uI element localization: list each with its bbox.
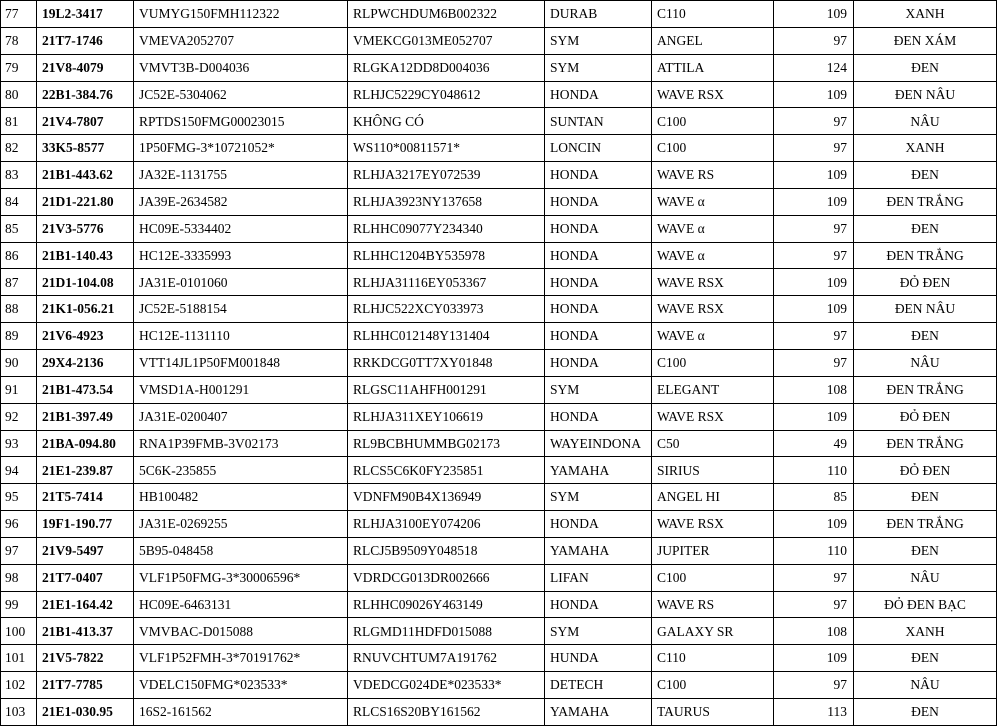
engine-capacity-cell: 109 bbox=[774, 296, 854, 323]
engine-number-cell: VMVBAC-D015088 bbox=[134, 618, 348, 645]
color-cell: XANH bbox=[854, 1, 997, 28]
frame-number-cell: RLGKA12DD8D004036 bbox=[348, 54, 545, 81]
frame-number-cell: VDEDCG024DE*023533* bbox=[348, 672, 545, 699]
frame-number-cell: WS110*00811571* bbox=[348, 135, 545, 162]
engine-number-cell: 5B95-048458 bbox=[134, 537, 348, 564]
model-cell: WAVE α bbox=[652, 242, 774, 269]
frame-number-cell: RLHJC5229CY048612 bbox=[348, 81, 545, 108]
engine-number-cell: JA32E-1131755 bbox=[134, 162, 348, 189]
brand-cell: WAYEINDONA bbox=[545, 430, 652, 457]
engine-capacity-cell: 109 bbox=[774, 511, 854, 538]
row-number-cell: 92 bbox=[1, 403, 37, 430]
brand-cell: DURAB bbox=[545, 1, 652, 28]
model-cell: WAVE RSX bbox=[652, 81, 774, 108]
model-cell: WAVE α bbox=[652, 323, 774, 350]
table-row bbox=[1, 215, 997, 242]
plate-number-cell: 21V6-4923 bbox=[37, 323, 134, 350]
frame-number-cell: RLCS5C6K0FY235851 bbox=[348, 457, 545, 484]
engine-capacity-cell: 109 bbox=[774, 162, 854, 189]
color-cell: NÂU bbox=[854, 564, 997, 591]
brand-cell: SYM bbox=[545, 618, 652, 645]
model-cell: C100 bbox=[652, 564, 774, 591]
model-cell: ELEGANT bbox=[652, 376, 774, 403]
color-cell: ĐEN TRẮNG bbox=[854, 430, 997, 457]
engine-number-cell: HC12E-1131110 bbox=[134, 323, 348, 350]
plate-number-cell: 21B1-413.37 bbox=[37, 618, 134, 645]
frame-number-cell: RLGSC11AHFH001291 bbox=[348, 376, 545, 403]
engine-capacity-cell: 109 bbox=[774, 269, 854, 296]
plate-number-cell: 21T5-7414 bbox=[37, 484, 134, 511]
engine-capacity-cell: 108 bbox=[774, 376, 854, 403]
engine-number-cell: HC09E-5334402 bbox=[134, 215, 348, 242]
brand-cell: HONDA bbox=[545, 296, 652, 323]
row-number-cell: 86 bbox=[1, 242, 37, 269]
engine-capacity-cell: 97 bbox=[774, 215, 854, 242]
engine-capacity-cell: 109 bbox=[774, 81, 854, 108]
table-row bbox=[1, 54, 997, 81]
engine-number-cell: VMSD1A-H001291 bbox=[134, 376, 348, 403]
color-cell: XANH bbox=[854, 135, 997, 162]
engine-capacity-cell: 97 bbox=[774, 135, 854, 162]
plate-number-cell: 21D1-221.80 bbox=[37, 188, 134, 215]
model-cell: ATTILA bbox=[652, 54, 774, 81]
engine-number-cell: 1P50FMG-3*10721052* bbox=[134, 135, 348, 162]
brand-cell: YAMAHA bbox=[545, 537, 652, 564]
row-number-cell: 79 bbox=[1, 54, 37, 81]
plate-number-cell: 29X4-2136 bbox=[37, 349, 134, 376]
model-cell: GALAXY SR bbox=[652, 618, 774, 645]
frame-number-cell: RLHJC522XCY033973 bbox=[348, 296, 545, 323]
table-row bbox=[1, 672, 997, 699]
brand-cell: HONDA bbox=[545, 511, 652, 538]
engine-capacity-cell: 97 bbox=[774, 591, 854, 618]
table-row bbox=[1, 269, 997, 296]
row-number-cell: 88 bbox=[1, 296, 37, 323]
plate-number-cell: 21E1-239.87 bbox=[37, 457, 134, 484]
color-cell: ĐỎ ĐEN BẠC bbox=[854, 591, 997, 618]
plate-number-cell: 21T7-7785 bbox=[37, 672, 134, 699]
engine-capacity-cell: 97 bbox=[774, 27, 854, 54]
model-cell: C100 bbox=[652, 349, 774, 376]
engine-number-cell: VMEVA2052707 bbox=[134, 27, 348, 54]
engine-number-cell: 16S2-161562 bbox=[134, 698, 348, 725]
plate-number-cell: 21K1-056.21 bbox=[37, 296, 134, 323]
frame-number-cell: RLHJA31116EY053367 bbox=[348, 269, 545, 296]
row-number-cell: 101 bbox=[1, 645, 37, 672]
brand-cell: HONDA bbox=[545, 188, 652, 215]
engine-capacity-cell: 97 bbox=[774, 564, 854, 591]
color-cell: ĐỎ ĐEN bbox=[854, 269, 997, 296]
plate-number-cell: 21D1-104.08 bbox=[37, 269, 134, 296]
color-cell: NÂU bbox=[854, 349, 997, 376]
engine-capacity-cell: 97 bbox=[774, 349, 854, 376]
vehicle-table-body bbox=[1, 1, 997, 726]
frame-number-cell: RLHJA3100EY074206 bbox=[348, 511, 545, 538]
engine-capacity-cell: 49 bbox=[774, 430, 854, 457]
plate-number-cell: 33K5-8577 bbox=[37, 135, 134, 162]
model-cell: WAVE α bbox=[652, 188, 774, 215]
table-row bbox=[1, 81, 997, 108]
row-number-cell: 91 bbox=[1, 376, 37, 403]
engine-number-cell: JC52E-5188154 bbox=[134, 296, 348, 323]
frame-number-cell: RLHJA3217EY072539 bbox=[348, 162, 545, 189]
plate-number-cell: 21V9-5497 bbox=[37, 537, 134, 564]
brand-cell: YAMAHA bbox=[545, 457, 652, 484]
engine-capacity-cell: 97 bbox=[774, 672, 854, 699]
plate-number-cell: 21E1-164.42 bbox=[37, 591, 134, 618]
brand-cell: LIFAN bbox=[545, 564, 652, 591]
brand-cell: HONDA bbox=[545, 269, 652, 296]
brand-cell: HONDA bbox=[545, 242, 652, 269]
engine-number-cell: JC52E-5304062 bbox=[134, 81, 348, 108]
table-row bbox=[1, 537, 997, 564]
model-cell: WAVE α bbox=[652, 215, 774, 242]
color-cell: ĐEN TRẮNG bbox=[854, 511, 997, 538]
color-cell: ĐEN bbox=[854, 54, 997, 81]
engine-capacity-cell: 97 bbox=[774, 108, 854, 135]
model-cell: ANGEL HI bbox=[652, 484, 774, 511]
engine-capacity-cell: 108 bbox=[774, 618, 854, 645]
brand-cell: HONDA bbox=[545, 81, 652, 108]
table-row bbox=[1, 511, 997, 538]
color-cell: ĐỎ ĐEN bbox=[854, 457, 997, 484]
frame-number-cell: VMEKCG013ME052707 bbox=[348, 27, 545, 54]
color-cell: ĐEN bbox=[854, 162, 997, 189]
frame-number-cell: RLCS16S20BY161562 bbox=[348, 698, 545, 725]
engine-number-cell: VTT14JL1P50FM001848 bbox=[134, 349, 348, 376]
frame-number-cell: KHÔNG CÓ bbox=[348, 108, 545, 135]
model-cell: C50 bbox=[652, 430, 774, 457]
engine-capacity-cell: 110 bbox=[774, 457, 854, 484]
brand-cell: SYM bbox=[545, 376, 652, 403]
engine-capacity-cell: 113 bbox=[774, 698, 854, 725]
color-cell: ĐEN bbox=[854, 484, 997, 511]
model-cell: SIRIUS bbox=[652, 457, 774, 484]
frame-number-cell: RRKDCG0TT7XY01848 bbox=[348, 349, 545, 376]
plate-number-cell: 21B1-397.49 bbox=[37, 403, 134, 430]
row-number-cell: 81 bbox=[1, 108, 37, 135]
brand-cell: HONDA bbox=[545, 215, 652, 242]
frame-number-cell: VDNFM90B4X136949 bbox=[348, 484, 545, 511]
color-cell: ĐEN bbox=[854, 645, 997, 672]
frame-number-cell: RLPWCHDUM6B002322 bbox=[348, 1, 545, 28]
table-row bbox=[1, 457, 997, 484]
plate-number-cell: 21BA-094.80 bbox=[37, 430, 134, 457]
table-row bbox=[1, 27, 997, 54]
frame-number-cell: RLGMD11HDFD015088 bbox=[348, 618, 545, 645]
model-cell: C100 bbox=[652, 672, 774, 699]
row-number-cell: 77 bbox=[1, 1, 37, 28]
color-cell: ĐEN bbox=[854, 537, 997, 564]
brand-cell: HONDA bbox=[545, 403, 652, 430]
color-cell: ĐEN TRẮNG bbox=[854, 188, 997, 215]
table-row bbox=[1, 188, 997, 215]
engine-capacity-cell: 109 bbox=[774, 403, 854, 430]
row-number-cell: 102 bbox=[1, 672, 37, 699]
row-number-cell: 96 bbox=[1, 511, 37, 538]
engine-capacity-cell: 97 bbox=[774, 242, 854, 269]
engine-number-cell: RPTDS150FMG00023015 bbox=[134, 108, 348, 135]
table-row bbox=[1, 618, 997, 645]
table-row bbox=[1, 564, 997, 591]
engine-number-cell: JA31E-0101060 bbox=[134, 269, 348, 296]
engine-number-cell: VUMYG150FMH112322 bbox=[134, 1, 348, 28]
color-cell: ĐEN TRẮNG bbox=[854, 376, 997, 403]
model-cell: C110 bbox=[652, 645, 774, 672]
row-number-cell: 80 bbox=[1, 81, 37, 108]
engine-capacity-cell: 109 bbox=[774, 188, 854, 215]
model-cell: WAVE RSX bbox=[652, 269, 774, 296]
table-row bbox=[1, 242, 997, 269]
brand-cell: HONDA bbox=[545, 323, 652, 350]
row-number-cell: 94 bbox=[1, 457, 37, 484]
engine-capacity-cell: 109 bbox=[774, 1, 854, 28]
brand-cell: HONDA bbox=[545, 162, 652, 189]
table-row bbox=[1, 108, 997, 135]
engine-capacity-cell: 110 bbox=[774, 537, 854, 564]
row-number-cell: 82 bbox=[1, 135, 37, 162]
model-cell: WAVE RSX bbox=[652, 296, 774, 323]
plate-number-cell: 21E1-030.95 bbox=[37, 698, 134, 725]
brand-cell: HONDA bbox=[545, 349, 652, 376]
color-cell: ĐEN bbox=[854, 698, 997, 725]
color-cell: XANH bbox=[854, 618, 997, 645]
engine-number-cell: VLF1P50FMG-3*30006596* bbox=[134, 564, 348, 591]
plate-number-cell: 21V4-7807 bbox=[37, 108, 134, 135]
row-number-cell: 93 bbox=[1, 430, 37, 457]
frame-number-cell: RNUVCHTUM7A191762 bbox=[348, 645, 545, 672]
table-row bbox=[1, 349, 997, 376]
table-row bbox=[1, 162, 997, 189]
color-cell: ĐEN XÁM bbox=[854, 27, 997, 54]
frame-number-cell: VDRDCG013DR002666 bbox=[348, 564, 545, 591]
table-row bbox=[1, 323, 997, 350]
plate-number-cell: 19L2-3417 bbox=[37, 1, 134, 28]
row-number-cell: 98 bbox=[1, 564, 37, 591]
model-cell: ANGEL bbox=[652, 27, 774, 54]
plate-number-cell: 21B1-140.43 bbox=[37, 242, 134, 269]
engine-number-cell: JA31E-0269255 bbox=[134, 511, 348, 538]
row-number-cell: 78 bbox=[1, 27, 37, 54]
frame-number-cell: RLHHC09077Y234340 bbox=[348, 215, 545, 242]
row-number-cell: 84 bbox=[1, 188, 37, 215]
row-number-cell: 97 bbox=[1, 537, 37, 564]
engine-capacity-cell: 124 bbox=[774, 54, 854, 81]
color-cell: ĐEN bbox=[854, 323, 997, 350]
table-row bbox=[1, 135, 997, 162]
model-cell: TAURUS bbox=[652, 698, 774, 725]
plate-number-cell: 22B1-384.76 bbox=[37, 81, 134, 108]
frame-number-cell: RLHHC012148Y131404 bbox=[348, 323, 545, 350]
table-row bbox=[1, 645, 997, 672]
engine-number-cell: HC09E-6463131 bbox=[134, 591, 348, 618]
row-number-cell: 99 bbox=[1, 591, 37, 618]
row-number-cell: 95 bbox=[1, 484, 37, 511]
table-row bbox=[1, 403, 997, 430]
brand-cell: SYM bbox=[545, 484, 652, 511]
plate-number-cell: 21V3-5776 bbox=[37, 215, 134, 242]
row-number-cell: 85 bbox=[1, 215, 37, 242]
color-cell: NÂU bbox=[854, 108, 997, 135]
frame-number-cell: RL9BCBHUMMBG02173 bbox=[348, 430, 545, 457]
table-row bbox=[1, 430, 997, 457]
engine-number-cell: VMVT3B-D004036 bbox=[134, 54, 348, 81]
engine-capacity-cell: 109 bbox=[774, 645, 854, 672]
engine-number-cell: HB100482 bbox=[134, 484, 348, 511]
frame-number-cell: RLCJ5B9509Y048518 bbox=[348, 537, 545, 564]
brand-cell: SUNTAN bbox=[545, 108, 652, 135]
engine-number-cell: JA39E-2634582 bbox=[134, 188, 348, 215]
plate-number-cell: 21T7-0407 bbox=[37, 564, 134, 591]
engine-number-cell: RNA1P39FMB-3V02173 bbox=[134, 430, 348, 457]
brand-cell: HONDA bbox=[545, 591, 652, 618]
brand-cell: DETECH bbox=[545, 672, 652, 699]
engine-number-cell: VLF1P52FMH-3*70191762* bbox=[134, 645, 348, 672]
frame-number-cell: RLHHC1204BY535978 bbox=[348, 242, 545, 269]
plate-number-cell: 21B1-443.62 bbox=[37, 162, 134, 189]
engine-number-cell: 5C6K-235855 bbox=[134, 457, 348, 484]
color-cell: ĐEN TRẮNG bbox=[854, 242, 997, 269]
brand-cell: SYM bbox=[545, 54, 652, 81]
plate-number-cell: 21T7-1746 bbox=[37, 27, 134, 54]
model-cell: WAVE RSX bbox=[652, 403, 774, 430]
table-row bbox=[1, 296, 997, 323]
model-cell: JUPITER bbox=[652, 537, 774, 564]
row-number-cell: 100 bbox=[1, 618, 37, 645]
row-number-cell: 89 bbox=[1, 323, 37, 350]
brand-cell: HUNDA bbox=[545, 645, 652, 672]
engine-capacity-cell: 97 bbox=[774, 323, 854, 350]
model-cell: C100 bbox=[652, 108, 774, 135]
frame-number-cell: RLHHC09026Y463149 bbox=[348, 591, 545, 618]
table-row bbox=[1, 376, 997, 403]
model-cell: WAVE RS bbox=[652, 162, 774, 189]
table-row bbox=[1, 698, 997, 725]
model-cell: C110 bbox=[652, 1, 774, 28]
row-number-cell: 83 bbox=[1, 162, 37, 189]
row-number-cell: 90 bbox=[1, 349, 37, 376]
plate-number-cell: 21V5-7822 bbox=[37, 645, 134, 672]
table-row bbox=[1, 1, 997, 28]
color-cell: NÂU bbox=[854, 672, 997, 699]
model-cell: WAVE RS bbox=[652, 591, 774, 618]
model-cell: C100 bbox=[652, 135, 774, 162]
table-row bbox=[1, 484, 997, 511]
plate-number-cell: 21B1-473.54 bbox=[37, 376, 134, 403]
engine-number-cell: HC12E-3335993 bbox=[134, 242, 348, 269]
row-number-cell: 103 bbox=[1, 698, 37, 725]
row-number-cell: 87 bbox=[1, 269, 37, 296]
brand-cell: LONCIN bbox=[545, 135, 652, 162]
color-cell: ĐEN bbox=[854, 215, 997, 242]
color-cell: ĐỎ ĐEN bbox=[854, 403, 997, 430]
brand-cell: YAMAHA bbox=[545, 698, 652, 725]
engine-number-cell: JA31E-0200407 bbox=[134, 403, 348, 430]
plate-number-cell: 21V8-4079 bbox=[37, 54, 134, 81]
brand-cell: SYM bbox=[545, 27, 652, 54]
frame-number-cell: RLHJA3923NY137658 bbox=[348, 188, 545, 215]
engine-number-cell: VDELC150FMG*023533* bbox=[134, 672, 348, 699]
plate-number-cell: 19F1-190.77 bbox=[37, 511, 134, 538]
frame-number-cell: RLHJA311XEY106619 bbox=[348, 403, 545, 430]
model-cell: WAVE RSX bbox=[652, 511, 774, 538]
engine-capacity-cell: 85 bbox=[774, 484, 854, 511]
table-row bbox=[1, 591, 997, 618]
color-cell: ĐEN NÂU bbox=[854, 81, 997, 108]
color-cell: ĐEN NÂU bbox=[854, 296, 997, 323]
